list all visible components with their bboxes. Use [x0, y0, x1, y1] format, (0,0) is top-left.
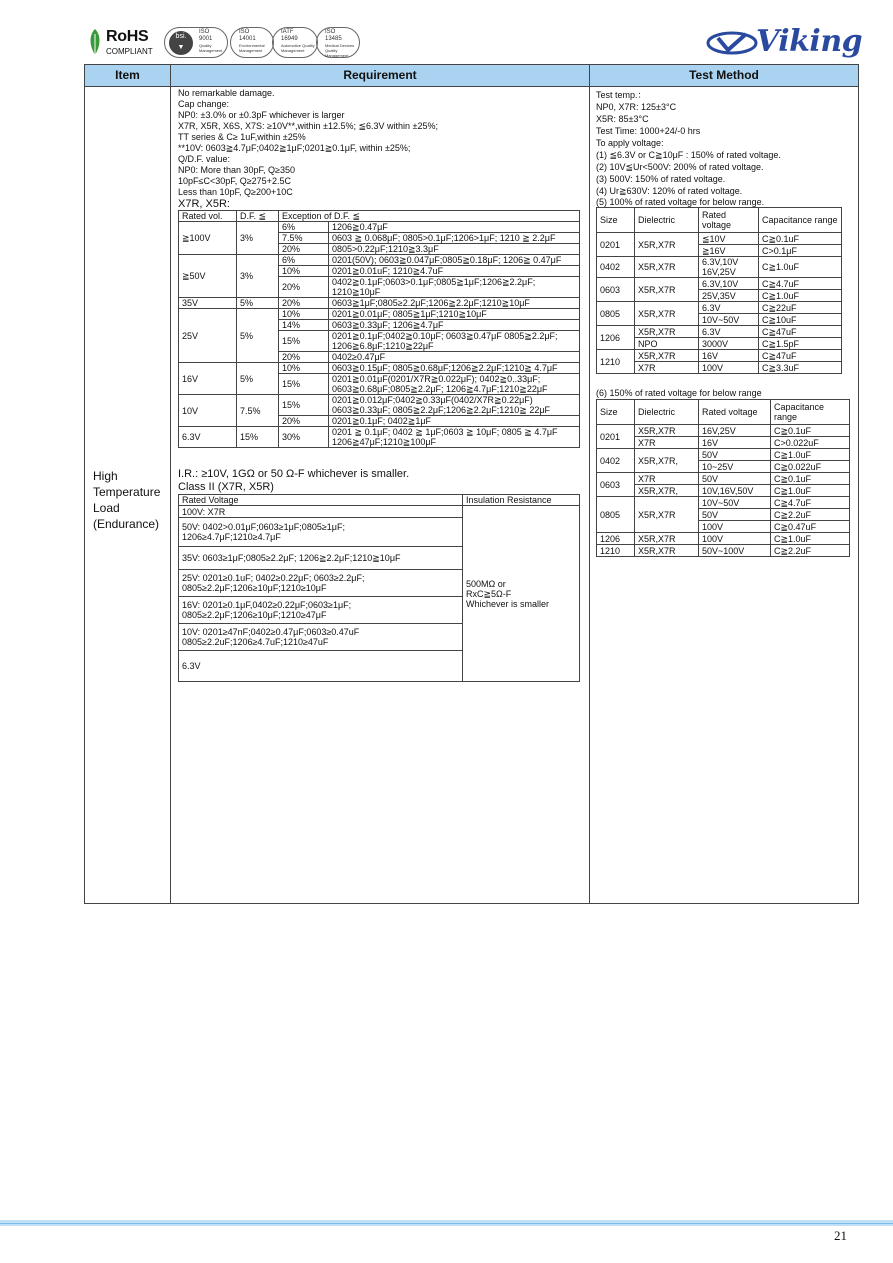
iso-badge: bsi. ▼ ISO 9001 Quality Management — [164, 27, 228, 58]
table-cell: 30% — [279, 427, 329, 448]
table-cell: C≧1.0uF — [759, 257, 842, 278]
header-cell: Rated voltage — [699, 400, 771, 425]
table-cell: 50V: 0402>0.01μF;0603≥1μF;0805≥1μF; 1206≥4.7μF;1210≥4.7μF — [179, 518, 463, 547]
table-cell: X5R,X7R, — [635, 485, 699, 497]
test-method-cell — [596, 89, 856, 557]
table-cell: 6.3V — [179, 427, 237, 448]
table-header-row — [179, 211, 580, 222]
table-cell: 1206 — [597, 326, 635, 350]
table-cell: 50V — [699, 473, 771, 485]
page-number: 21 — [834, 1228, 847, 1243]
table-row — [597, 545, 850, 557]
test-method-text: Test temp.： NP0, X7R: 125±3°C X5R: 85±3°C Test Time: 1000+24/-0 hrs To apply voltage: (1) ≦6.3V or C≧10μF : 150% of rated voltage. (2) 10V≦Ur<500V: 200% of rated voltage. (3) 500V: 150% of rated voltage. (4) Ur≧630V: 120% of rated voltage. (5) 100% of rated voltage for below range. — [596, 90, 781, 207]
t6-title: (6) 150% of rated voltage for below range — [596, 388, 762, 398]
table-cell: 10% — [279, 309, 329, 320]
table-cell: 6.3V — [699, 326, 759, 338]
table-row — [597, 278, 842, 290]
column-divider — [589, 65, 590, 903]
table-cell: X7R — [635, 362, 699, 374]
table-cell: 14% — [279, 320, 329, 331]
header-cell: Dielectric — [635, 400, 699, 425]
certification-badges — [164, 27, 360, 60]
table-cell: X5R,X7R — [635, 278, 699, 302]
table-cell: 50V — [699, 449, 771, 461]
voltage-range-table-100 — [596, 207, 842, 374]
viking-logo — [706, 24, 863, 64]
table-cell: 0201≧0.01uF; 1210≧4.7uF — [329, 266, 580, 277]
ir-class: Class II (X7R, X5R) — [178, 481, 274, 493]
table-cell: 5% — [237, 298, 279, 309]
column-header-test-method: Test Method — [590, 65, 858, 87]
table-cell: 6.3V,10V — [699, 278, 759, 290]
table-cell: 20% — [279, 352, 329, 363]
table-row — [597, 437, 850, 449]
table-cell: 0805 — [597, 497, 635, 533]
table-cell: 0603 — [597, 278, 635, 302]
table-row — [597, 449, 850, 461]
table-cell: C≧3.3uF — [759, 362, 842, 374]
column-header-item: Item — [85, 65, 170, 87]
table-cell: 0805>0.22μF;1210≧3.3μF — [329, 244, 580, 255]
spec-table — [84, 64, 859, 904]
table-cell: 0805 — [597, 302, 635, 326]
table-cell: 20% — [279, 244, 329, 255]
table-row — [179, 363, 580, 374]
table-cell: 0603 — [597, 473, 635, 497]
table-cell: 0201(50V); 0603≧0.047μF;0805≧0.18μF; 1206≧ 0.47μF — [329, 255, 580, 266]
table-cell: 0201≧0.01μF; 0805≧1μF;1210≧10μF — [329, 309, 580, 320]
header-cell: Capacitance range — [759, 208, 842, 233]
table-cell: ≧50V — [179, 255, 237, 298]
ir-value-line: Whichever is smaller — [466, 598, 550, 609]
table-row — [597, 233, 842, 245]
header-cell: Exception of D.F. ≦ — [279, 211, 580, 222]
header-cell: Rated Voltage — [179, 495, 463, 506]
table-cell: C≧1.0uF — [771, 449, 850, 461]
table-cell: C≧10uF — [759, 314, 842, 326]
table-cell: X5R,X7R — [635, 257, 699, 278]
table-cell: 0201 ≧ 0.1μF; 0402 ≧ 1μF;0603 ≧ 10μF; 0805 ≧ 4.7μF 1206≧47μF;1210≧100μF — [329, 427, 580, 448]
iso-badge: ISO 14001 Environmental Management — [230, 27, 274, 58]
iso-badge: ISO 13485 Medical Devices Quality Management — [316, 27, 360, 58]
table-cell: C≧0.022uF — [771, 461, 850, 473]
table-row — [179, 222, 580, 233]
bsi-seal-icon: bsi. ▼ — [169, 31, 193, 55]
table-cell: 10V — [179, 395, 237, 427]
header-cell: Capacitance range — [771, 400, 850, 425]
table-cell: 6% — [279, 222, 329, 233]
table-cell: 100V — [699, 521, 771, 533]
table-cell: 0603≧0.15μF; 0805≧0.68μF;1206≧2.2μF;1210≧ 4.7μF — [329, 363, 580, 374]
table-cell: 5% — [237, 363, 279, 395]
table-cell: 6.3V — [179, 651, 463, 682]
table-cell: C>0.022uF — [771, 437, 850, 449]
table-cell: X5R,X7R — [635, 233, 699, 257]
table-cell: 0201≧0.1μF;0402≧0.10μF; 0603≧0.47μF 0805≧2.2μF; 1206≧6.8μF;1210≧22μF — [329, 331, 580, 352]
df-table-title: X7R, X5R: — [178, 198, 230, 210]
ir-value-cell — [463, 506, 580, 682]
table-row — [179, 395, 580, 416]
table-cell: 16V — [179, 363, 237, 395]
table-cell: 0402 — [597, 449, 635, 473]
requirement-cell — [178, 88, 578, 682]
table-cell: ≦10V — [699, 233, 759, 245]
table-cell: 35V: 0603≥1μF;0805≥2.2μF; 1206≧2.2μF;1210≧10μF — [179, 547, 463, 570]
table-cell: C≧47uF — [759, 326, 842, 338]
table-row — [179, 427, 580, 448]
table-cell: C≧2.2uF — [771, 509, 850, 521]
table-cell: 0402 — [597, 257, 635, 278]
table-row — [179, 298, 580, 309]
table-cell: 0201 — [597, 233, 635, 257]
voltage-range-table-150 — [596, 399, 850, 557]
table-row — [179, 506, 580, 518]
table-cell: 3% — [237, 222, 279, 255]
table-cell: C≧1.0uF — [759, 290, 842, 302]
table-cell: ≧100V — [179, 222, 237, 255]
table-row — [597, 485, 850, 497]
table-cell: 0402≧0.1μF;0603>0.1μF;0805≧1μF;1206≧2.2μF; 1210≧10μF — [329, 277, 580, 298]
table-cell: 3000V — [699, 338, 759, 350]
header-cell: Rated vol. — [179, 211, 237, 222]
page-header — [0, 0, 893, 64]
table-cell: X5R,X7R — [635, 350, 699, 362]
column-header-requirement: Requirement — [171, 65, 589, 87]
df-table — [178, 210, 580, 448]
table-cell: 15% — [279, 395, 329, 416]
table-cell: C≧47uF — [759, 350, 842, 362]
rohs-title: RoHS — [106, 28, 149, 45]
column-divider — [170, 65, 171, 903]
iso-badge: IATF 16949 Automotive Quality Management — [272, 27, 318, 58]
table-row — [597, 473, 850, 485]
table-cell: 0402≥0.47μF — [329, 352, 580, 363]
table-cell: 0603 ≧ 0.068μF; 0805>0.1μF;1206>1μF; 1210 ≧ 2.2μF — [329, 233, 580, 244]
table-cell: X5R,X7R — [635, 302, 699, 326]
table-cell: 10V~50V — [699, 314, 759, 326]
table-cell: 6.3V,10V 16V,25V — [699, 257, 759, 278]
table-cell: 10V: 0201≥47nF;0402≥0.47μF;0603≥0.47uF 0805≥2.2uF;1206≥4.7uF;1210≥47uF — [179, 624, 463, 651]
header-cell: Size — [597, 400, 635, 425]
table-cell: 10V~50V — [699, 497, 771, 509]
table-cell: 16V — [699, 350, 759, 362]
table-cell: C≧1.0uF — [771, 485, 850, 497]
table-cell: 16V,25V — [699, 425, 771, 437]
ir-line: I.R.: ≥10V, 1GΩ or 50 Ω-F whichever is smaller. — [178, 468, 410, 480]
table-cell: C>0.1μF — [759, 245, 842, 257]
header-cell: D.F. ≦ — [237, 211, 279, 222]
table-cell: NPO — [635, 338, 699, 350]
table-cell: C≧0.1uF — [771, 473, 850, 485]
table-cell: 100V: X7R — [179, 506, 463, 518]
table-cell: 10% — [279, 266, 329, 277]
table-cell: 15% — [279, 331, 329, 352]
table-cell: 5% — [237, 309, 279, 363]
table-cell: X5R,X7R — [635, 425, 699, 437]
header-cell: Insulation Resistance — [463, 495, 580, 506]
table-cell: 25V — [179, 309, 237, 363]
table-cell: 15% — [279, 374, 329, 395]
table-cell: 6% — [279, 255, 329, 266]
table-cell: X5R,X7R — [635, 326, 699, 338]
ir-value-line: RxC≧5Ω-F — [466, 588, 512, 599]
table-cell: 0201 — [597, 425, 635, 449]
table-cell: C≧4.7uF — [771, 497, 850, 509]
table-cell: 0201≧0.1μF; 0402≧1μF — [329, 416, 580, 427]
table-cell: C≧0.47uF — [771, 521, 850, 533]
table-cell: 25V,35V — [699, 290, 759, 302]
table-cell: C≧0.1uF — [771, 425, 850, 437]
table-cell: 20% — [279, 277, 329, 298]
table-cell: 50V — [699, 509, 771, 521]
table-cell: C≧2.2uF — [771, 545, 850, 557]
item-name: High Temperature Load (Endurance) — [93, 469, 161, 531]
table-cell: X7R — [635, 437, 699, 449]
table-cell: 16V: 0201≥0.1μF,0402≥0.22μF;0603≥1μF; 0805≥2.2μF;1206≥10μF;1210≥47μF — [179, 597, 463, 624]
table-cell: 0201≧0.01μF(0201/X7R≧0.022μF); 0402≧0..33μF; 0603≧0.68μF;0805≧2.2μF; 1206≧4.7μF;1210≧22μF — [329, 374, 580, 395]
logo-wordmark: Viking — [756, 24, 863, 59]
table-cell: C≧1.0uF — [771, 533, 850, 545]
ir-value-line: 500MΩ or — [466, 578, 506, 589]
table-cell: 10% — [279, 363, 329, 374]
table-cell: 0603≧0.33μF; 1206≧4.7μF — [329, 320, 580, 331]
table-cell: 3% — [237, 255, 279, 298]
table-cell: 7.5% — [279, 233, 329, 244]
requirement-text: No remarkable damage. Cap change: NP0: ±3.0% or ±0.3pF whichever is larger X7R, X5R, X6S, X7S: ≥10V**,within ±12.5%; ≦6.3V within ±25%; TT series & C≥ 1uF,within ±25% **10V: 0603≧4.7μF;0402≧1μF;0201≧0.1μF, within ±25%; Q/D.F. value: NP0: More than 30pF, Q≥350 10pF≤C<30pF, Q≥275+2.5C Less than 10pF, Q≥200+10C — [178, 88, 438, 197]
table-cell: 1210 — [597, 350, 635, 374]
leaf-icon — [88, 28, 102, 56]
table-row — [179, 255, 580, 266]
table-row — [597, 533, 850, 545]
table-cell: 1206≧0.47μF — [329, 222, 580, 233]
table-cell: 1210 — [597, 545, 635, 557]
table-cell: 10V,16V,50V — [699, 485, 771, 497]
table-cell: 6.3V — [699, 302, 759, 314]
table-cell: 7.5% — [237, 395, 279, 427]
footer-line — [0, 1223, 893, 1224]
table-row — [179, 309, 580, 320]
table-cell: 15% — [237, 427, 279, 448]
table-cell: 50V~100V — [699, 545, 771, 557]
table-cell: 25V: 0201≥0.1uF; 0402≥0.22μF; 0603≥2.2μF; 0805≥2.2μF;1206≥10μF;1210≥10μF — [179, 570, 463, 597]
table-cell: X7R — [635, 473, 699, 485]
table-header-row — [597, 208, 842, 233]
table-row — [597, 326, 842, 338]
ir-table — [178, 494, 580, 682]
table-cell: 100V — [699, 533, 771, 545]
table-cell: 16V — [699, 437, 771, 449]
header-cell: Dielectric — [635, 208, 699, 233]
table-cell: 0201≧0.012μF;0402≧0.33μF(0402/X7R≧0.22μF) 0603≧0.33μF; 0805≧2.2μF;1206≧2.2μF;1210≧ 22μF — [329, 395, 580, 416]
table-cell: ≧16V — [699, 245, 759, 257]
rohs-logo — [86, 26, 156, 60]
table-header-row — [597, 400, 850, 425]
table-cell: C≧22uF — [759, 302, 842, 314]
viking-mark-icon — [706, 28, 760, 58]
table-cell: X5R,X7R — [635, 497, 699, 533]
table-row — [597, 425, 850, 437]
table-cell: C≧0.1uF — [759, 233, 842, 245]
table-cell: C≧4.7uF — [759, 278, 842, 290]
table-cell: 1206 — [597, 533, 635, 545]
table-cell: 100V — [699, 362, 759, 374]
table-cell: 10~25V — [699, 461, 771, 473]
table-cell: 20% — [279, 416, 329, 427]
header-cell: Size — [597, 208, 635, 233]
table-row — [597, 302, 842, 314]
table-cell: X5R,X7R — [635, 533, 699, 545]
table-cell: 20% — [279, 298, 329, 309]
table-cell: C≧1.5pF — [759, 338, 842, 350]
table-header-row — [179, 495, 580, 506]
table-cell: X5R,X7R, — [635, 449, 699, 473]
table-cell: 35V — [179, 298, 237, 309]
header-cell: Rated voltage — [699, 208, 759, 233]
table-row — [597, 257, 842, 278]
table-row — [597, 350, 842, 362]
table-cell: X5R,X7R — [635, 545, 699, 557]
table-cell: 0603≧1μF;0805≥2.2μF;1206≧2.2μF;1210≧10μF — [329, 298, 580, 309]
table-row — [597, 497, 850, 509]
rohs-subtitle: COMPLIANT — [106, 47, 153, 56]
